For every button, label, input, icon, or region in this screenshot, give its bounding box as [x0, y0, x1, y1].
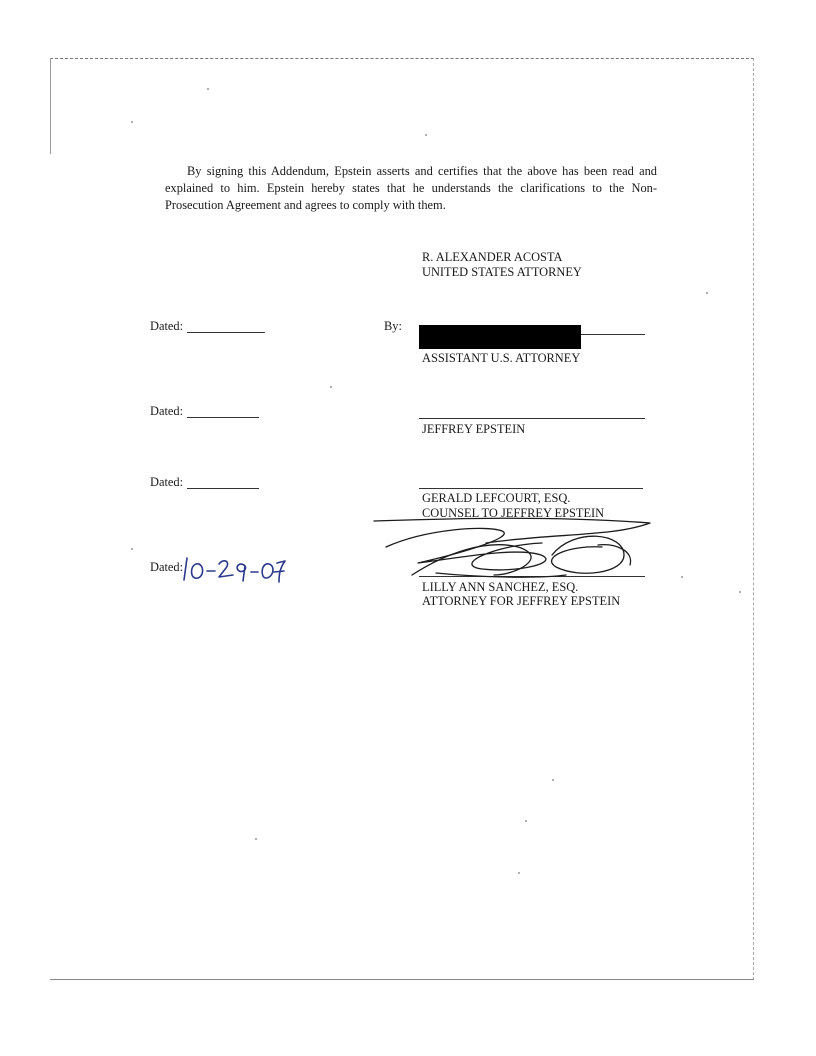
- scan-border-right: [753, 58, 754, 980]
- scan-speck: [552, 779, 554, 781]
- dated-label: Dated:: [150, 560, 184, 574]
- scan-border-top: [50, 58, 754, 59]
- signer-name: JEFFREY EPSTEIN: [422, 422, 526, 436]
- signer-name: LILLY ANN SANCHEZ, ESQ.: [422, 580, 579, 594]
- scan-speck: [330, 386, 332, 388]
- certification-paragraph: [165, 163, 657, 214]
- dated-label: Dated:: [150, 404, 184, 418]
- scan-speck: [425, 134, 427, 136]
- us-attorney-title: UNITED STATES ATTORNEY: [422, 265, 582, 279]
- dated-label: Dated:: [150, 319, 184, 333]
- scan-speck: [131, 121, 133, 123]
- signature-line: [419, 488, 643, 489]
- scan-speck: [706, 292, 708, 294]
- scan-speck: [525, 820, 527, 822]
- scan-speck: [131, 548, 133, 550]
- signer-role: ATTORNEY FOR JEFFREY EPSTEIN: [422, 594, 621, 608]
- scan-border-bottom: [50, 979, 754, 980]
- dated-label: Dated:: [150, 475, 184, 489]
- scan-speck: [518, 872, 520, 874]
- handwritten-date-mark: [181, 552, 287, 584]
- handwritten-date: [181, 552, 287, 589]
- date-line: [187, 488, 259, 489]
- redaction-bar: [419, 325, 581, 349]
- date-line: [187, 332, 265, 333]
- handwritten-signature: [366, 517, 662, 588]
- date-line: [187, 417, 259, 418]
- scan-speck: [255, 838, 257, 840]
- signer-title: ASSISTANT U.S. ATTORNEY: [422, 351, 581, 365]
- by-label: By:: [384, 319, 402, 333]
- scan-speck: [739, 591, 741, 593]
- signature-mark: [366, 517, 662, 583]
- signer-name: GERALD LEFCOURT, ESQ.: [422, 491, 571, 505]
- scan-speck: [207, 88, 209, 90]
- scan-border-left: [50, 58, 51, 154]
- scan-speck: [681, 576, 683, 578]
- certification-text: By signing this Addendum, Epstein asserts and certifies that the above has been read and explained to him. Epstein hereby states that he understands the clarifications to the Non-Prosecution Agreement and agrees to comply with them.: [165, 164, 657, 212]
- signer-role: COUNSEL TO JEFFREY EPSTEIN: [422, 506, 605, 520]
- signature-line: [419, 418, 645, 419]
- us-attorney-name: R. ALEXANDER ACOSTA: [422, 250, 563, 264]
